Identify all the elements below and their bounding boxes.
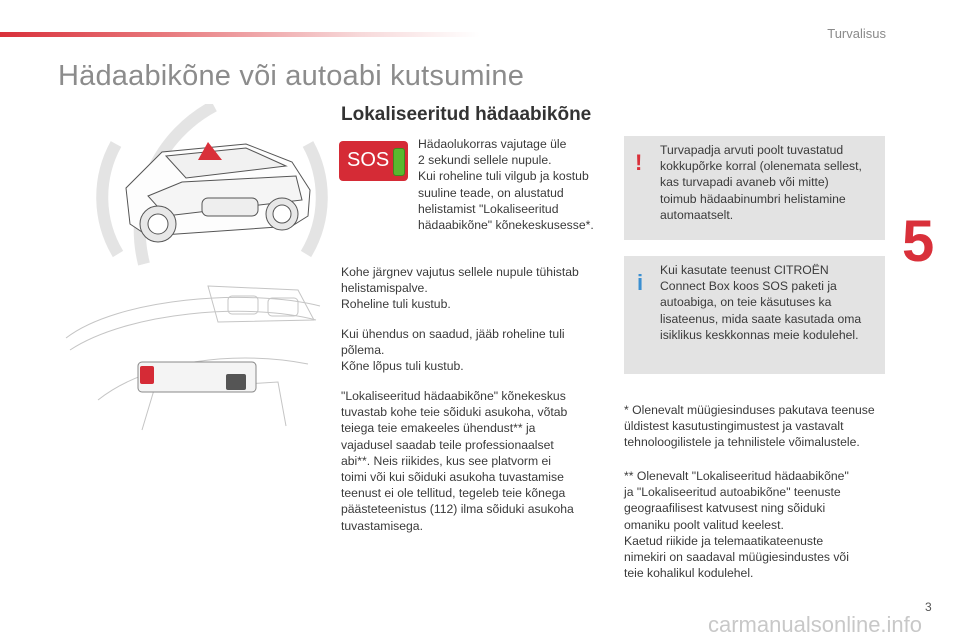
info-note-text: Kui kasutate teenust CITROËN Connect Box koos SOS paketi ja autoabiga, on teie käsutuses ka lisateenus, mida saate kasutada oma isiklikus keskkonnas meie kodulehel. — [660, 263, 862, 342]
sos-button-label: SOS — [347, 149, 390, 171]
sos-button-illustration-icon — [140, 366, 154, 384]
info-note — [624, 256, 885, 374]
roof-console-illustration — [58, 280, 326, 452]
warning-note — [624, 136, 885, 240]
cancel-instructions: Kohe järgnev vajutus sellele nupule tühistab helistamispalve. Roheline tuli kustub. — [341, 265, 579, 312]
chapter-number: 5 — [902, 209, 935, 274]
page-number: 3 — [925, 600, 932, 614]
warning-icon: ! — [635, 150, 643, 175]
green-led-icon — [393, 148, 405, 176]
connection-instructions: Kui ühendus on saadud, jääb roheline tuli põlema. Kõne lõpus tuli kustub. — [341, 327, 565, 374]
section-label: Turvalisus — [827, 26, 886, 41]
section-heading: Lokaliseeritud hädaabikõne — [341, 104, 592, 125]
header-accent-bar — [0, 32, 480, 37]
assistance-button-illustration-icon — [226, 374, 246, 390]
warning-note-text: Turvapadja arvuti poolt tuvastatud kokkupõrke korral (olenemata sellest, kas turvapadi avaneb või mitte) toimub hädaabinumbri helistamine automaatselt. — [660, 143, 862, 222]
footnote-single: * Olenevalt müügiesinduses pakutava teenuse üldistest kasutustingimustest ja vastavalt tehnoloogilistele ja tehnilistele võimalustele. — [624, 403, 875, 450]
page-title: Hädaabikõne või autoabi kutsumine — [58, 60, 525, 92]
footnote-double: ** Olenevalt "Lokaliseeritud hädaabikõne" ja "Lokaliseeritud autoabikõne" teenuste geograafilisest katvusest ning sõiduki omaniku poolt valitud keelest. Kaetud riikide ja telemaatikateenuste nimekiri on saadaval müügiesindustes või teie kohalikul kodulehel. — [624, 469, 849, 581]
press-instructions: Hädaolukorras vajutage üle 2 sekundi sellele nupule. Kui roheline tuli vilgub ja kostub suuline teade, on alustatud helistamist "Lokaliseeritud hädaabikõne" kõnekeskusesse*. — [418, 137, 594, 233]
info-icon: i — [637, 270, 644, 295]
call-center-description: "Lokaliseeritud hädaabikõne" kõnekeskus tuvastab kohe teie sõiduki asukoha, võtab teiega teie emakeeles ühendust** ja vajadusel saadab teile professionaalset abi**. Neis riikides, kus see platvorm ei toimi või kui sõiduki asukoha tuvastamise teenust ei ole tellitud, tegeleb teie kõnega päästeteenistus (112) ilma sõiduki asukoha tuvastamisega. — [341, 389, 574, 533]
sos-button[interactable] — [339, 141, 408, 181]
car-illustration — [96, 104, 328, 270]
watermark: carmanualsonline.info — [708, 612, 923, 637]
